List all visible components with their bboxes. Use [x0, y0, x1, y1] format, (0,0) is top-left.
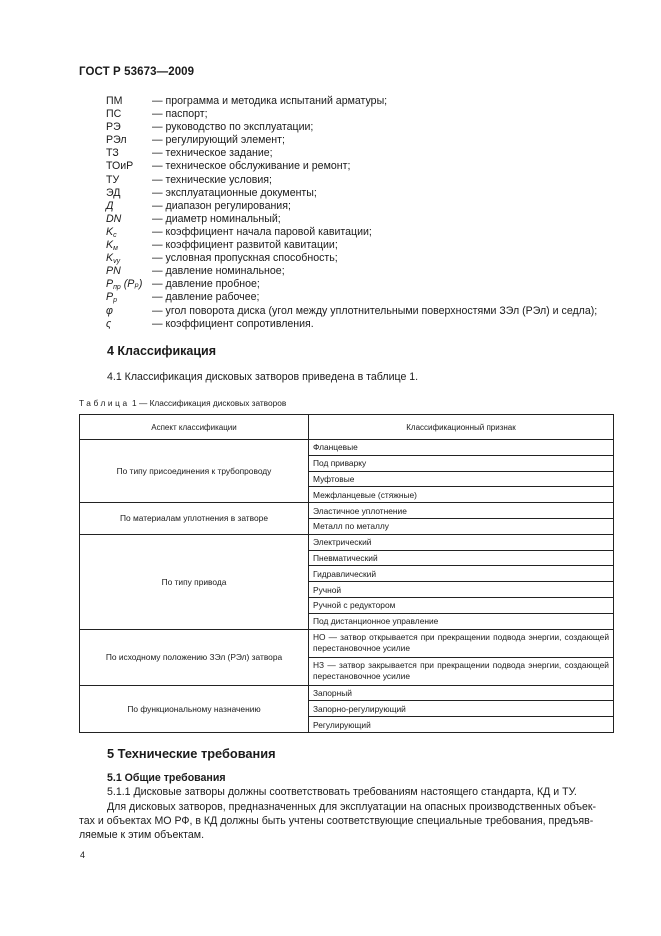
abbreviation-row: [106, 187, 626, 200]
abbreviation-symbol: ПМ: [106, 95, 123, 107]
abbreviation-definition: — технические условия;: [152, 173, 272, 186]
abbreviation-row: [106, 226, 626, 239]
page-number: 4: [80, 850, 86, 860]
abbreviation-definition: — руководство по эксплуатации;: [152, 121, 314, 134]
abbreviation-definition: — давление номинальное;: [152, 265, 285, 278]
feature-cell: Гидравлический: [309, 566, 614, 582]
abbreviation-row: [106, 291, 626, 304]
abbreviation-row: [106, 239, 626, 252]
feature-cell: Фланцевые: [309, 440, 614, 456]
feature-cell: Межфланцевые (стяжные): [309, 487, 614, 503]
abbreviation-term: [106, 187, 120, 200]
paragraph-line-1: Для дисковых затворов, предназначенных для эксплуатации на опасных производственных объек-: [107, 801, 597, 813]
abbreviation-term: [106, 213, 121, 226]
abbreviation-subscript: м: [113, 245, 118, 253]
abbreviation-row: [106, 95, 626, 108]
abbreviation-row: [106, 278, 626, 291]
paragraph-line-2: тах и объектах МО РФ, в КД должны быть учтены соответствующие специальные требования, предъяв-: [79, 815, 594, 827]
feature-cell: Электрический: [309, 534, 614, 550]
abbreviation-term: [106, 147, 119, 160]
feature-cell: Регулирующий: [309, 717, 614, 733]
abbreviation-definition: — коэффициент сопротивления.: [152, 317, 314, 330]
abbreviation-symbol: РЭл: [106, 134, 127, 147]
abbreviation-row: [106, 121, 626, 134]
abbreviation-term: [106, 252, 120, 266]
section-4-heading: 4 Классификация: [107, 344, 217, 358]
abbreviation-term: [106, 200, 113, 213]
feature-cell: НО — затвор открывается при прекращении подвода энергии, создающей перестановочное усилие: [309, 629, 614, 657]
abbreviation-term: [106, 121, 121, 134]
table-caption-label: Таблица: [79, 398, 130, 408]
abbreviation-symbol: K: [106, 239, 114, 252]
column-header-feature: Классификационный признак: [309, 415, 614, 440]
abbreviation-subscript: пр: [113, 284, 121, 292]
table-row: [80, 440, 614, 456]
abbreviation-symbol: Д: [106, 199, 114, 212]
abbreviation-definition: — условная пропускная способность;: [152, 252, 338, 265]
abbreviation-definition: — техническое обслуживание и ремонт;: [152, 160, 351, 173]
abbreviation-definition: — давление пробное;: [152, 278, 260, 291]
abbreviation-row: [106, 134, 626, 147]
abbreviation-definition: — угол поворота диска (угол между уплотнительными поверхностями ЗЭл (РЭл) и седла);: [152, 304, 598, 317]
abbreviation-subscript: vy: [113, 258, 121, 266]
abbreviation-definition: — эксплуатационные документы;: [152, 186, 317, 199]
abbreviation-symbol: K: [106, 225, 114, 238]
abbreviation-symbol: ТОиР: [106, 160, 134, 173]
abbreviation-row: [106, 200, 626, 213]
classification-table: [79, 414, 614, 733]
abbreviation-term: [106, 305, 113, 318]
abbreviation-term: [106, 265, 121, 278]
table-caption-text: 1 — Классификация дисковых затворов: [132, 398, 287, 408]
abbreviation-symbol: K: [106, 252, 114, 265]
abbreviation-definition: — диапазон регулирования;: [152, 199, 291, 212]
column-header-aspect: Аспект классификации: [80, 415, 309, 440]
paragraph-line-3: ляемые к этим объектам.: [79, 829, 205, 841]
table-header-row: [80, 415, 614, 440]
abbreviation-symbol: ПС: [106, 108, 122, 121]
feature-cell: Ручной: [309, 582, 614, 598]
abbreviation-definition: — программа и методика испытаний арматуры;: [152, 95, 388, 107]
table-row: [80, 534, 614, 550]
abbreviation-row: [106, 108, 626, 121]
abbreviation-definition: — коэффициент развитой кавитации;: [152, 239, 338, 252]
table-row: [80, 629, 614, 657]
abbreviation-row: [106, 147, 626, 160]
abbreviation-definition: — коэффициент начала паровой кавитации;: [152, 225, 372, 238]
feature-cell: Под дистанционное управление: [309, 613, 614, 629]
feature-cell: Ручной с редуктором: [309, 597, 614, 613]
feature-cell: Запорный: [309, 685, 614, 701]
abbreviation-definition: — регулирующий элемент;: [152, 134, 285, 147]
aspect-cell: По функциональному назначению: [80, 685, 309, 732]
table-caption: [79, 398, 286, 408]
aspect-cell: По исходному положению ЗЭл (РЭл) затвора: [80, 629, 309, 685]
aspect-cell: По типу привода: [80, 534, 309, 629]
abbreviation-term: [106, 291, 117, 305]
abbreviation-definition: — техническое задание;: [152, 147, 273, 160]
feature-cell: Металл по металлу: [309, 518, 614, 534]
abbreviation-term: [106, 108, 121, 121]
feature-cell: Эластичное уплотнение: [309, 503, 614, 519]
abbreviation-term: [106, 239, 118, 253]
abbreviation-symbol: DN: [106, 212, 122, 225]
table-row: [80, 685, 614, 701]
abbreviation-row: [106, 265, 626, 278]
abbreviation-definition: — давление рабочее;: [152, 291, 260, 304]
abbreviation-term: [106, 278, 142, 292]
abbreviation-symbol: PN: [106, 265, 121, 278]
abbreviation-term: [106, 134, 127, 147]
aspect-cell: По материалам уплотнения в затворе: [80, 503, 309, 535]
subsection-5-1-heading: 5.1 Общие требования: [107, 772, 226, 784]
abbreviation-row: [106, 213, 626, 226]
feature-cell: Пневматический: [309, 550, 614, 566]
abbreviation-symbol: ТУ: [106, 173, 120, 186]
paragraph-5-1-1: 5.1.1 Дисковые затворы должны соответствовать требованиям настоящего стандарта, КД и ТУ.: [107, 786, 577, 798]
abbreviation-subscript: c: [113, 231, 117, 239]
abbreviation-symbol: ς: [106, 317, 112, 330]
abbreviation-symbol: РЭ: [106, 121, 121, 134]
abbreviation-row: [106, 252, 626, 265]
abbreviation-symbol: P: [106, 278, 114, 291]
abbreviation-definition: — диаметр номинальный;: [152, 212, 281, 225]
abbreviation-row: [106, 318, 626, 331]
table-row: [80, 503, 614, 519]
feature-cell: НЗ — затвор закрывается при прекращении подвода энергии, создающей перестановочное усилие: [309, 657, 614, 685]
abbreviation-term: [106, 160, 133, 173]
document-header: ГОСТ Р 53673—2009: [79, 66, 195, 78]
abbreviation-symbol: ЭД: [106, 186, 121, 199]
abbreviation-row: [106, 174, 626, 187]
abbreviation-definition: — паспорт;: [152, 108, 208, 121]
section-5-heading: 5 Технические требования: [107, 746, 276, 761]
paragraph-4-1: 4.1 Классификация дисковых затворов приведена в таблице 1.: [107, 371, 419, 383]
aspect-cell: По типу присоединения к трубопроводу: [80, 440, 309, 503]
abbreviation-symbol: ТЗ: [106, 147, 119, 160]
feature-cell: Запорно-регулирующий: [309, 701, 614, 717]
abbreviation-subscript: р: [113, 297, 117, 305]
abbreviation-symbol: φ: [106, 304, 113, 317]
abbreviation-symbol: P: [106, 291, 114, 304]
abbreviation-row: [106, 160, 626, 173]
abbreviation-term: [106, 95, 122, 108]
abbreviation-term: [106, 318, 111, 331]
abbreviation-list: [106, 95, 626, 331]
abbreviation-row: [106, 305, 626, 318]
feature-cell: Под приварку: [309, 455, 614, 471]
feature-cell: Муфтовые: [309, 471, 614, 487]
abbreviation-term: [106, 174, 119, 187]
abbreviation-suffix: (Pₚ): [120, 278, 143, 291]
abbreviation-term: [106, 226, 117, 240]
